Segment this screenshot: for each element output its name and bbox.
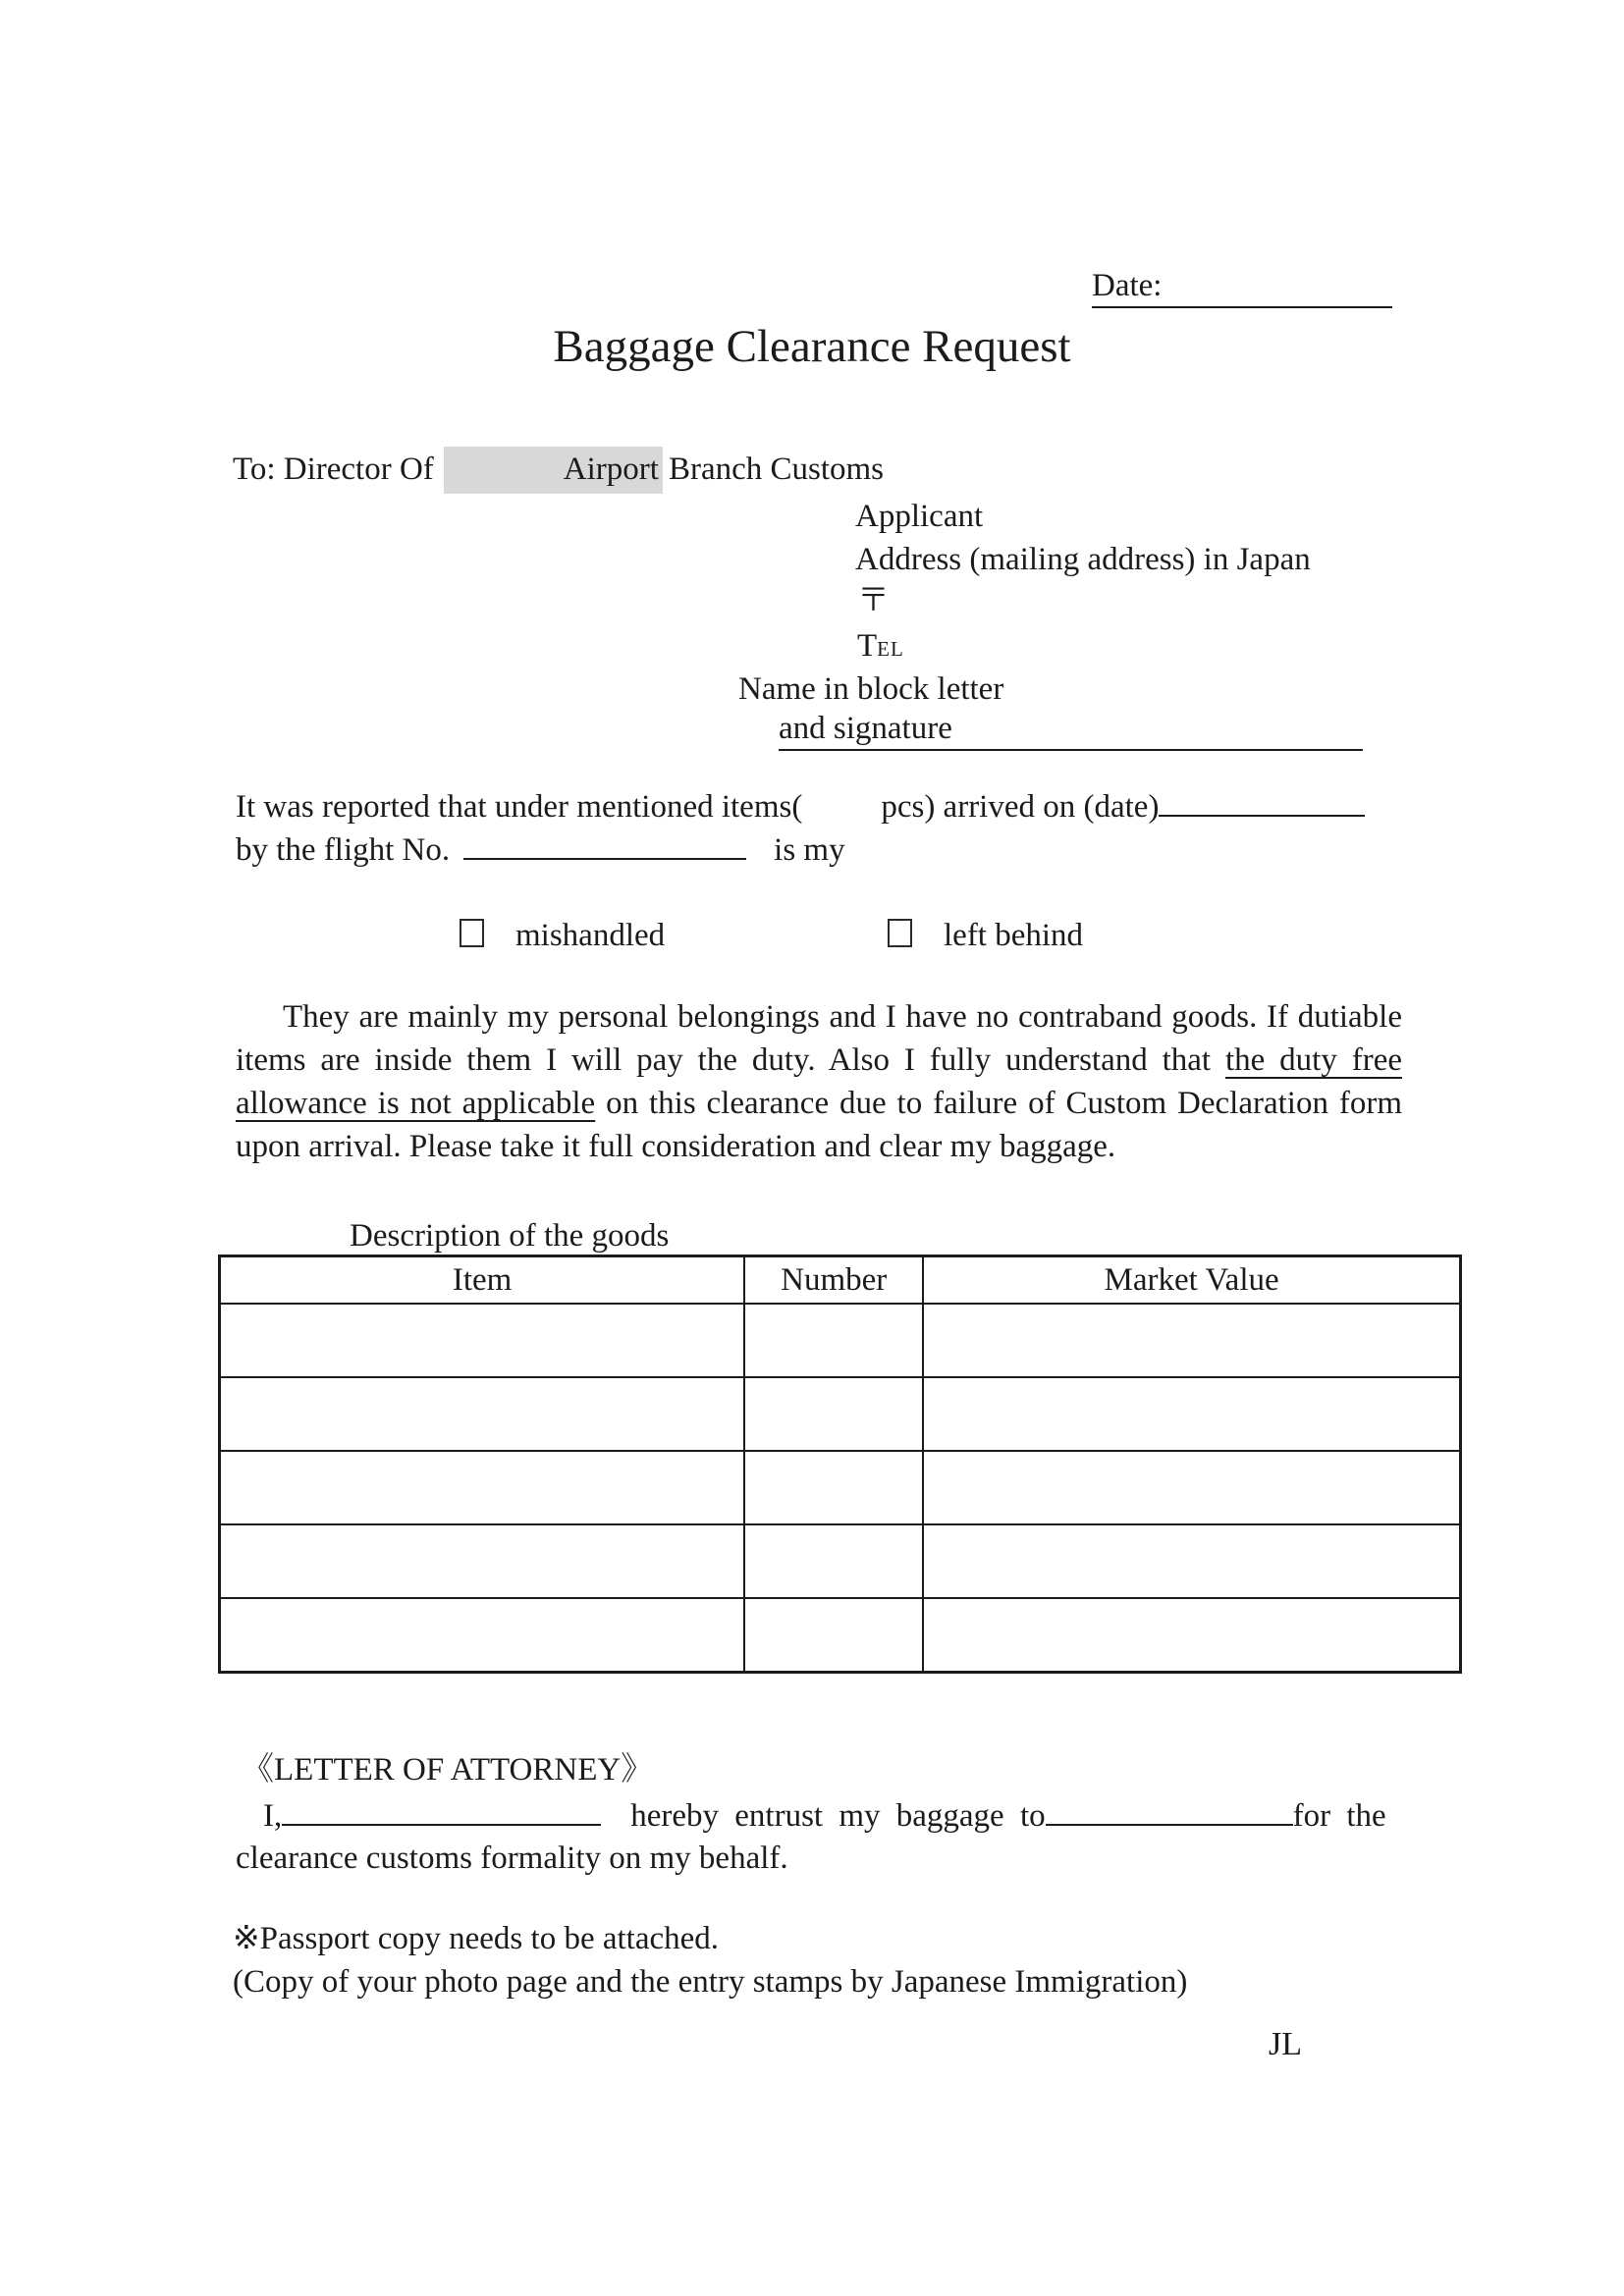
attorney-entrust-text: hereby entrust my baggage to (630, 1798, 1046, 1834)
goods-cell-value[interactable] (923, 1451, 1460, 1524)
report-line-2 (236, 828, 845, 871)
addressee-line (233, 447, 884, 494)
report-line2-text-b: is my (774, 832, 845, 868)
left-behind-label: left behind (944, 918, 1084, 953)
left-behind-checkbox[interactable] (888, 919, 912, 947)
footer-mark: JL (1269, 2026, 1302, 2062)
goods-row (220, 1304, 1461, 1377)
goods-cell-item[interactable] (220, 1304, 745, 1377)
mishandled-label: mishandled (515, 918, 666, 953)
goods-cell-item[interactable] (220, 1524, 745, 1598)
goods-cell-value[interactable] (923, 1598, 1460, 1673)
signature-line (779, 708, 1363, 751)
goods-cell-value[interactable] (923, 1377, 1460, 1451)
passport-note: ※Passport copy needs to be attached. (233, 1921, 720, 1956)
date-line (1092, 265, 1392, 308)
mishandled-checkbox[interactable] (460, 919, 484, 947)
signature-fill-in-field[interactable] (779, 708, 1363, 751)
checkbox-row-mishandled (460, 915, 665, 956)
goods-row (220, 1598, 1461, 1673)
goods-table-caption: Description of the goods (350, 1218, 670, 1254)
goods-cell-value[interactable] (923, 1304, 1460, 1377)
flight-number-blank[interactable] (463, 828, 746, 860)
goods-header-item: Item (220, 1256, 745, 1305)
goods-cell-value[interactable] (923, 1524, 1460, 1598)
declaration-underlined-clause: the duty free allowance is not applicable (236, 1042, 1402, 1121)
declaration-paragraph (236, 995, 1402, 1168)
report-line1-text-b: pcs) arrived on (date) (881, 789, 1160, 825)
goods-header-row (220, 1256, 1461, 1305)
goods-table (218, 1255, 1462, 1674)
name-block-letter-label: Name in block letter (738, 671, 1004, 707)
goods-header-market-value: Market Value (923, 1256, 1460, 1305)
addressee-suffix: Branch Customs (668, 452, 885, 487)
applicant-address-label: Address (mailing address) in Japan (855, 542, 1311, 577)
checkbox-row-left-behind (888, 915, 1083, 956)
postal-mark: 〒 (857, 583, 890, 618)
arrival-date-blank[interactable] (1159, 785, 1365, 817)
airport-name-highlight-field[interactable] (444, 447, 663, 494)
addressee-prefix: To: Director Of (233, 452, 434, 487)
goods-cell-number[interactable] (744, 1524, 923, 1598)
report-line1-text-a: It was reported that under mentioned items( (236, 789, 803, 825)
date-fill-in-field[interactable] (1092, 265, 1392, 308)
attorney-agent-blank[interactable] (1046, 1794, 1293, 1826)
goods-cell-number[interactable] (744, 1598, 923, 1673)
goods-cell-number[interactable] (744, 1377, 923, 1451)
goods-cell-item[interactable] (220, 1377, 745, 1451)
tel-smallcaps: EL (877, 637, 904, 661)
date-label: Date: (1092, 268, 1163, 303)
attorney-line-2: clearance customs formality on my behalf. (236, 1841, 788, 1876)
applicant-label: Applicant (855, 499, 984, 534)
goods-cell-item[interactable] (220, 1451, 745, 1524)
attorney-i-label: I, (263, 1798, 283, 1834)
goods-header-number: Number (744, 1256, 923, 1305)
goods-cell-number[interactable] (744, 1304, 923, 1377)
goods-row (220, 1377, 1461, 1451)
goods-row (220, 1524, 1461, 1598)
declaration-part1: They are mainly my personal belongings and I have no contraband goods. If dutiable items are inside them I will pay the duty. Also I fully understand that (236, 999, 1402, 1078)
goods-row (220, 1451, 1461, 1524)
page-title: Baggage Clearance Request (553, 321, 1071, 372)
declaration-part2: on this clearance due to failure of Custom Declaration form upon arrival. Please take it full consideration and clear my baggage. (236, 1086, 1402, 1164)
goods-cell-number[interactable] (744, 1451, 923, 1524)
attorney-line-1 (263, 1794, 1386, 1837)
airport-name: Airport (563, 452, 659, 487)
attorney-for-the-text: for the (1292, 1798, 1386, 1834)
report-line-1 (236, 785, 1365, 828)
attorney-name-blank[interactable] (282, 1794, 601, 1826)
passport-copy-note: (Copy of your photo page and the entry stamps by Japanese Immigration) (233, 1964, 1188, 2000)
signature-label: and signature (779, 711, 952, 746)
tel-initial: T (857, 628, 878, 664)
tel-label (857, 625, 904, 669)
goods-cell-item[interactable] (220, 1598, 745, 1673)
attorney-heading: 《LETTER OF ATTORNEY》 (242, 1752, 654, 1788)
report-line2-text-a: by the flight No. (236, 832, 451, 868)
